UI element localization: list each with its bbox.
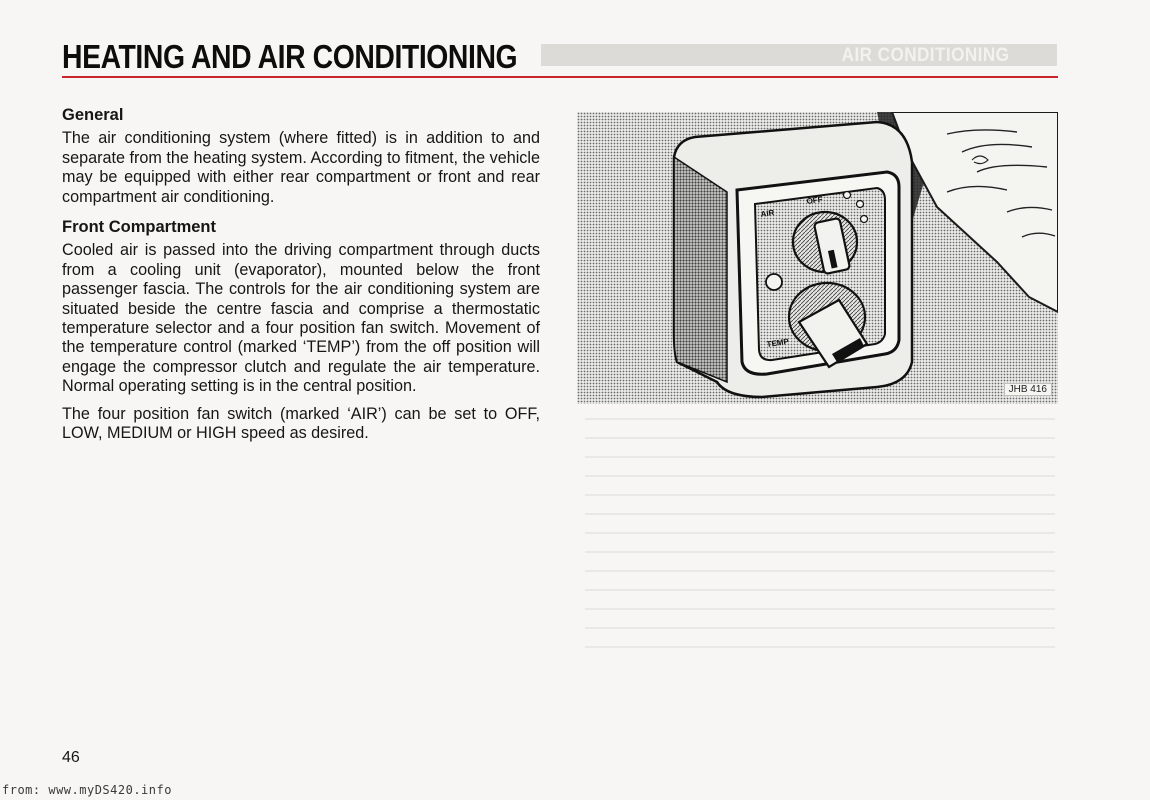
front-compartment-paragraph-1: Cooled air is passed into the driving compartment through ducts from a cooling unit (evaporator), mounted below the front passenger fascia. The controls for the air conditioning system are situated beside the centre fascia and comprise a thermostatic temperature selector and a four position fan switch. Movement of the temperature control (marked ‘TEMP’) from the off position will engage the compressor clutch and regulate the air temperature. Normal operating setting is in the central position. — [62, 241, 540, 396]
page-number: 46 — [62, 749, 80, 766]
text-column — [62, 106, 540, 444]
off-label: OFF — [806, 194, 824, 206]
temp-label: TEMP — [766, 336, 790, 349]
page-title: HEATING AND AIR CONDITIONING — [62, 38, 518, 75]
footer-credit: from: www.myDS420.info — [2, 783, 172, 797]
general-paragraph: The air conditioning system (where fitted) is in addition to and separate from the heating system. According to fitment, the vehicle may be equipped with either rear compartment or front and rear compartment air conditioning. — [62, 129, 540, 206]
general-heading: General — [62, 106, 124, 124]
section-tab — [541, 44, 1057, 66]
figure-reference-label: JHB 416 — [1004, 383, 1052, 396]
front-compartment-paragraph-2: The four position fan switch (marked ‘AIR’) can be set to OFF, LOW, MEDIUM or HIGH speed as desired. — [62, 404, 540, 443]
show-through-text — [585, 418, 1055, 648]
section-tab-label: AIR CONDITIONING — [841, 45, 1009, 66]
air-label: AIR — [760, 208, 775, 219]
title-rule — [62, 76, 1058, 78]
front-compartment-heading: Front Compartment — [62, 218, 216, 237]
control-panel-illustration — [577, 112, 1058, 404]
